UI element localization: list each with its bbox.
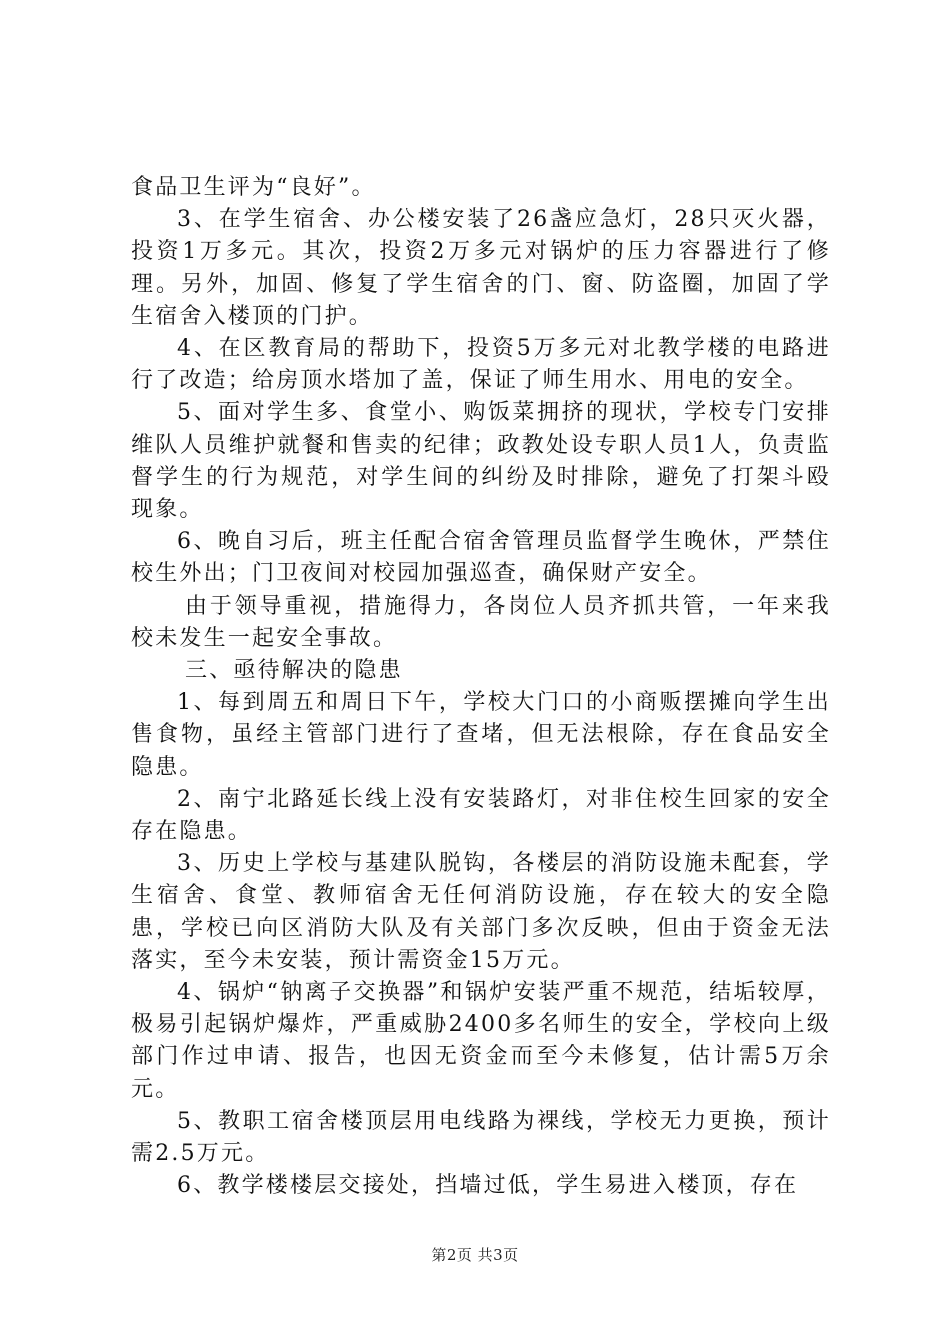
- paragraph-hazard-2: 2、南宁北路延长线上没有安装路灯，对非住校生回家的安全存在隐患。: [131, 786, 831, 845]
- paragraph-hazard-4: 4、锅炉“钠离子交换器”和锅炉安装严重不规范，结垢较厚，极易引起锅炉爆炸，严重威胁2400多名师生的安全，学校向上级部门作过申请、报告，也因无资金而至今未修复，估计需5万余元。: [131, 980, 831, 1102]
- paragraph-summary: 由于领导重视，措施得力，各岗位人员齐抓共管，一年来我校未发生一起安全事故。: [131, 593, 831, 651]
- paragraph-continuation: 食品卫生评为“良好”。: [131, 175, 376, 200]
- document-body: [131, 172, 831, 1203]
- paragraph-hazard-6: 6、教学楼楼层交接处，挡墙过低，学生易进入楼顶，存在: [177, 1173, 799, 1199]
- paragraph-hazard-1: 1、每到周五和周日下午，学校大门口的小商贩摆摊向学生出售食物，虽经主管部门进行了查堵，但无法根除，存在食品安全隐患。: [131, 690, 831, 780]
- paragraph-hazard-3: 3、历史上学校与基建队脱钩，各楼层的消防设施未配套，学生宿舍、食堂、教师宿舍无任何消防设施，存在较大的安全隐患，学校已向区消防大队及有关部门多次反映，但由于资金无法落实，至今未安装，预计需资金15万元。: [131, 851, 831, 973]
- paragraph-item-6: 6、晚自习后，班主任配合宿舍管理员监督学生晚休，严禁住校生外出；门卫夜间对校园加强巡查，确保财产安全。: [131, 529, 831, 587]
- paragraph-item-3: 3、在学生宿舍、办公楼安装了26盏应急灯，28只灭火器，投资1万多元。其次，投资2万多元对锅炉的压力容器进行了修理。另外，加固、修复了学生宿舍的门、窗、防盗圈，加固了学生宿舍入楼顶的门护。: [131, 207, 831, 329]
- paragraph-item-4: 4、在区教育局的帮助下，投资5万多元对北教学楼的电路进行了改造；给房顶水塔加了盖，保证了师生用水、用电的安全。: [131, 336, 831, 394]
- section-heading: 三、亟待解决的隐患: [185, 658, 403, 684]
- paragraph-hazard-5: 5、教职工宿舍楼顶层用电线路为裸线，学校无力更换，预计需2.5万元。: [131, 1108, 831, 1167]
- paragraph-item-5: 5、面对学生多、食堂小、购饭菜拥挤的现状，学校专门安排维队人员维护就餐和售卖的纪律；政教处设专职人员1人，负责监督学生的行为规范，对学生间的纠纷及时排除，避免了打架斗殴现象。: [131, 400, 831, 523]
- page-footer: 第2页 共3页: [431, 1246, 519, 1264]
